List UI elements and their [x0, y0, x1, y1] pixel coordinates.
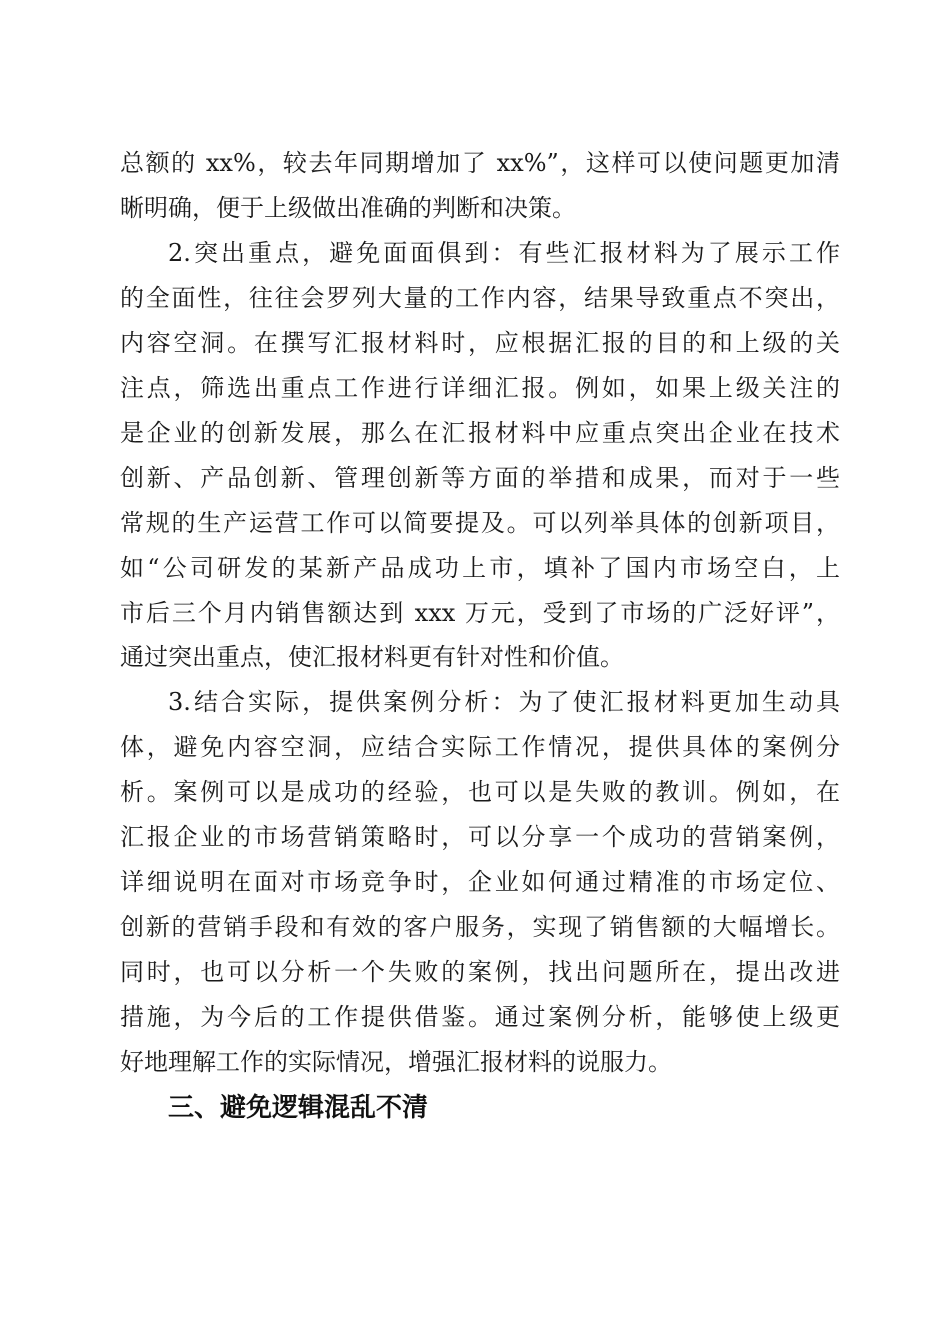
paragraph-line: 2.突出重点，避免面面俱到：有些汇报材料为了展示工作 — [168, 239, 840, 267]
paragraph-line: 措施，为今后的工作提供借鉴。通过案例分析，能够使上级更 — [120, 1003, 840, 1031]
paragraph-line: 通过突出重点，使汇报材料更有针对性和价值。 — [120, 643, 624, 671]
paragraph-line: 好地理解工作的实际情况，增强汇报材料的说服力。 — [120, 1048, 672, 1076]
paragraph-line: 总额的 xx%，较去年同期增加了 xx%”，这样可以使问题更加清 — [120, 149, 840, 177]
section-heading: 三、避免逻辑混乱不清 — [168, 1093, 429, 1123]
paragraph-line: 体，避免内容空洞，应结合实际工作情况，提供具体的案例分 — [120, 733, 840, 761]
paragraph-line: 注点，筛选出重点工作进行详细汇报。例如，如果上级关注的 — [120, 374, 840, 402]
paragraph-line: 的全面性，往往会罗列大量的工作内容，结果导致重点不突出， — [120, 284, 840, 312]
paragraph-line: 同时，也可以分析一个失败的案例，找出问题所在，提出改进 — [120, 958, 840, 986]
paragraph-line: 创新、产品创新、管理创新等方面的举措和成果，而对于一些 — [120, 464, 840, 492]
paragraph-line: 如“公司研发的某新产品成功上市，填补了国内市场空白，上 — [120, 554, 840, 582]
paragraph-line: 汇报企业的市场营销策略时，可以分享一个成功的营销案例， — [120, 823, 840, 851]
paragraph-line: 3.结合实际，提供案例分析：为了使汇报材料更加生动具 — [168, 688, 840, 716]
paragraph-line: 内容空洞。在撰写汇报材料时，应根据汇报的目的和上级的关 — [120, 329, 840, 357]
paragraph-line: 常规的生产运营工作可以简要提及。可以列举具体的创新项目， — [120, 509, 840, 537]
paragraph-line: 创新的营销手段和有效的客户服务，实现了销售额的大幅增长。 — [120, 913, 840, 941]
paragraph-line: 市后三个月内销售额达到 xxx 万元，受到了市场的广泛好评”， — [120, 599, 840, 627]
paragraph-line: 晰明确，便于上级做出准确的判断和决策。 — [120, 194, 576, 222]
paragraph-line: 详细说明在面对市场竞争时，企业如何通过精准的市场定位、 — [120, 868, 840, 896]
paragraph-line: 是企业的创新发展，那么在汇报材料中应重点突出企业在技术 — [120, 419, 840, 447]
paragraph-line: 析。案例可以是成功的经验，也可以是失败的教训。例如，在 — [120, 778, 840, 806]
